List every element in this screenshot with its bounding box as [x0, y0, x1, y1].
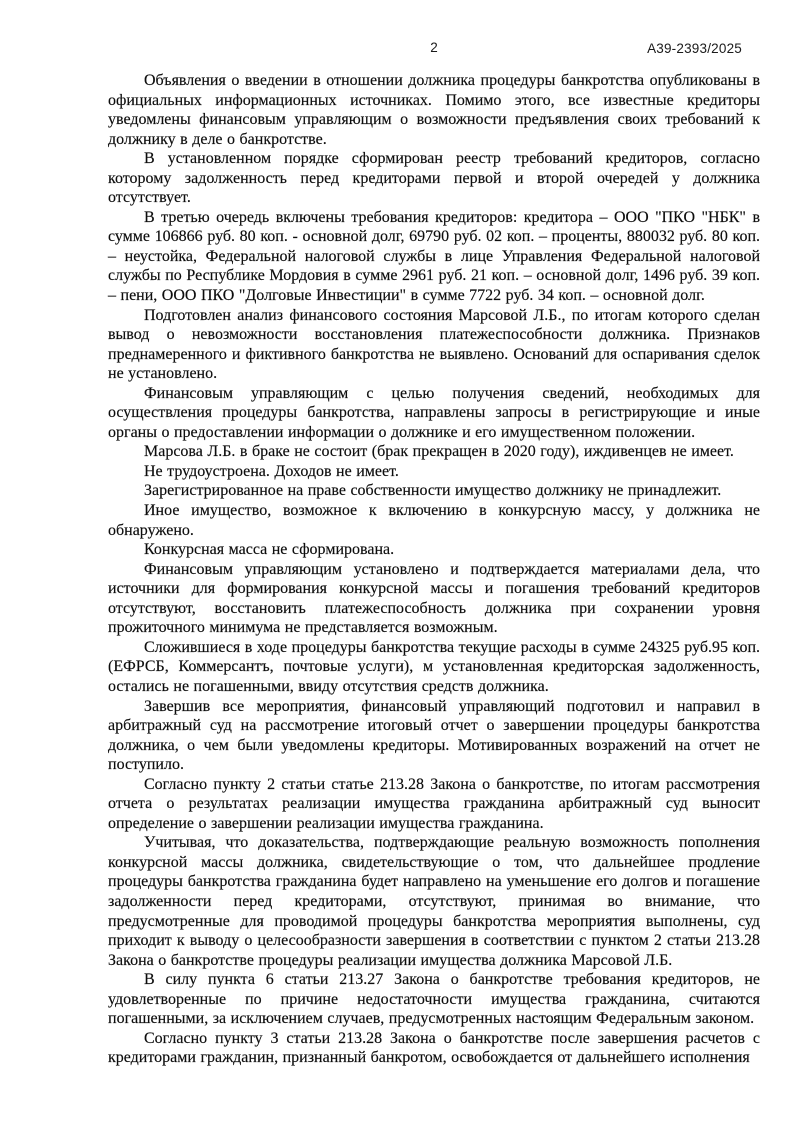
paragraph: Согласно пункту 2 статьи статье 213.28 Закона о банкротстве, по итогам рассмотрения отчета о результатах реализации имущества гражданина арбитражный суд выносит определение о завершении реализации имущества гражданина.: [108, 775, 760, 832]
paragraph: Объявления о введении в отношении должника процедуры банкротства опубликованы в официальных информационных источниках. Помимо этого, все известные кредиторы уведомлены финансовым управляющим о возможности предъявления своих требований к должнику в деле о банкротстве.: [108, 72, 760, 148]
document-body: [108, 71, 760, 1068]
page-number: 2: [430, 40, 438, 55]
paragraph: Согласно пункту 3 статьи 213.28 Закона о банкротстве после завершения расчетов с кредиторами гражданин, признанный банкротом, освобождается от дальнейшего исполнения: [108, 1029, 760, 1067]
paragraph: Конкурсная масса не сформирована.: [144, 541, 395, 559]
paragraph: Завершив все мероприятия, финансовый управляющий подготовил и направил в арбитражный суд на рассмотрение итоговый отчет о завершении процедуры банкротства должника, о чем были уведомлены кредиторы. Мотивированных возражений на отчет не поступило.: [108, 697, 760, 774]
paragraph: Иное имущество, возможное к включению в конкурсную массу, у должника не обнаружено.: [108, 502, 760, 539]
paragraph: Не трудоустроена. Доходов не имеет.: [144, 462, 399, 480]
paragraph: Марсова Л.Б. в браке не состоит (брак прекращен в 2020 году), иждивенцев не имеет.: [144, 443, 734, 461]
paragraph: Подготовлен анализ финансового состояния Марсовой Л.Б., по итогам которого сделан вывод о невозможности восстановления платежеспособности должника. Признаков преднамеренного и фиктивного банкротства не выявлено. Оснований для оспаривания сделок не установлено.: [108, 306, 760, 383]
paragraph: В установленном порядке сформирован реестр требований кредиторов, согласно которому задолженность перед кредиторами первой и второй очередей у должника отсутствует.: [108, 150, 760, 207]
paragraph: Финансовым управляющим установлено и подтверждается материалами дела, что источники для формирования конкурсной массы и погашения требований кредиторов отсутствуют, восстановить платежеспособность должника при сохранении уровня прожиточного минимума не представляется возможным.: [108, 560, 760, 637]
paragraph: В третью очередь включены требования кредиторов: кредитора – ООО "ПКО "НБК" в сумме 106866 руб. 80 коп. - основной долг, 69790 руб. 02 коп. – проценты, 880032 руб. 80 коп. – неустойка, Федеральной налоговой службы в лице Управления Федеральной налоговой службы по Республике Мордовия в сумме 2961 руб. 21 коп. – основной долг, 1496 руб. 39 коп. – пени, ООО ПКО "Долговые Инвестиции" в сумме 7722 руб. 34 коп. – основной долг.: [108, 208, 760, 305]
paragraph: Финансовым управляющим с целью получения сведений, необходимых для осуществления процедуры банкротства, направлены запросы в регистрирующие и иные органы о предоставлении информации о должнике и его имущественном положении.: [108, 384, 760, 441]
case-number: А39-2393/2025: [647, 41, 742, 56]
paragraph: Сложившиеся в ходе процедуры банкротства текущие расходы в сумме 24325 руб.95 коп. (ЕФРСБ, Коммерсантъ, почтовые услуги), м установленная кредиторская задолженность, остались не погашенными, ввиду отсутствия средств должника.: [108, 638, 760, 695]
paragraph: Учитывая, что доказательства, подтверждающие реальную возможность пополнения конкурсной массы должника, свидетельствующие о том, что дальнейшее продление процедуры банкротства гражданина будет направлено на уменьшение его долгов и погашение задолженности перед кредиторами, отсутствуют, принимая во внимание, что предусмотренные для проводимой процедуры банкротства мероприятия выполнены, суд приходит к выводу о целесообразности завершения в соответствии с пунктом 2 статьи 213.28 Закона о банкротстве процедуры реализации имущества должника Марсовой Л.Б.: [108, 834, 760, 969]
page-header: [108, 40, 760, 58]
paragraph: В силу пункта 6 статьи 213.27 Закона о банкротстве требования кредиторов, не удовлетворенные по причине недостаточности имущества гражданина, считаются погашенными, за исключением случаев, предусмотренных настоящим Федеральным законом.: [108, 971, 760, 1028]
paragraph: Зарегистрированное на праве собственности имущество должнику не принадлежит.: [144, 482, 722, 500]
